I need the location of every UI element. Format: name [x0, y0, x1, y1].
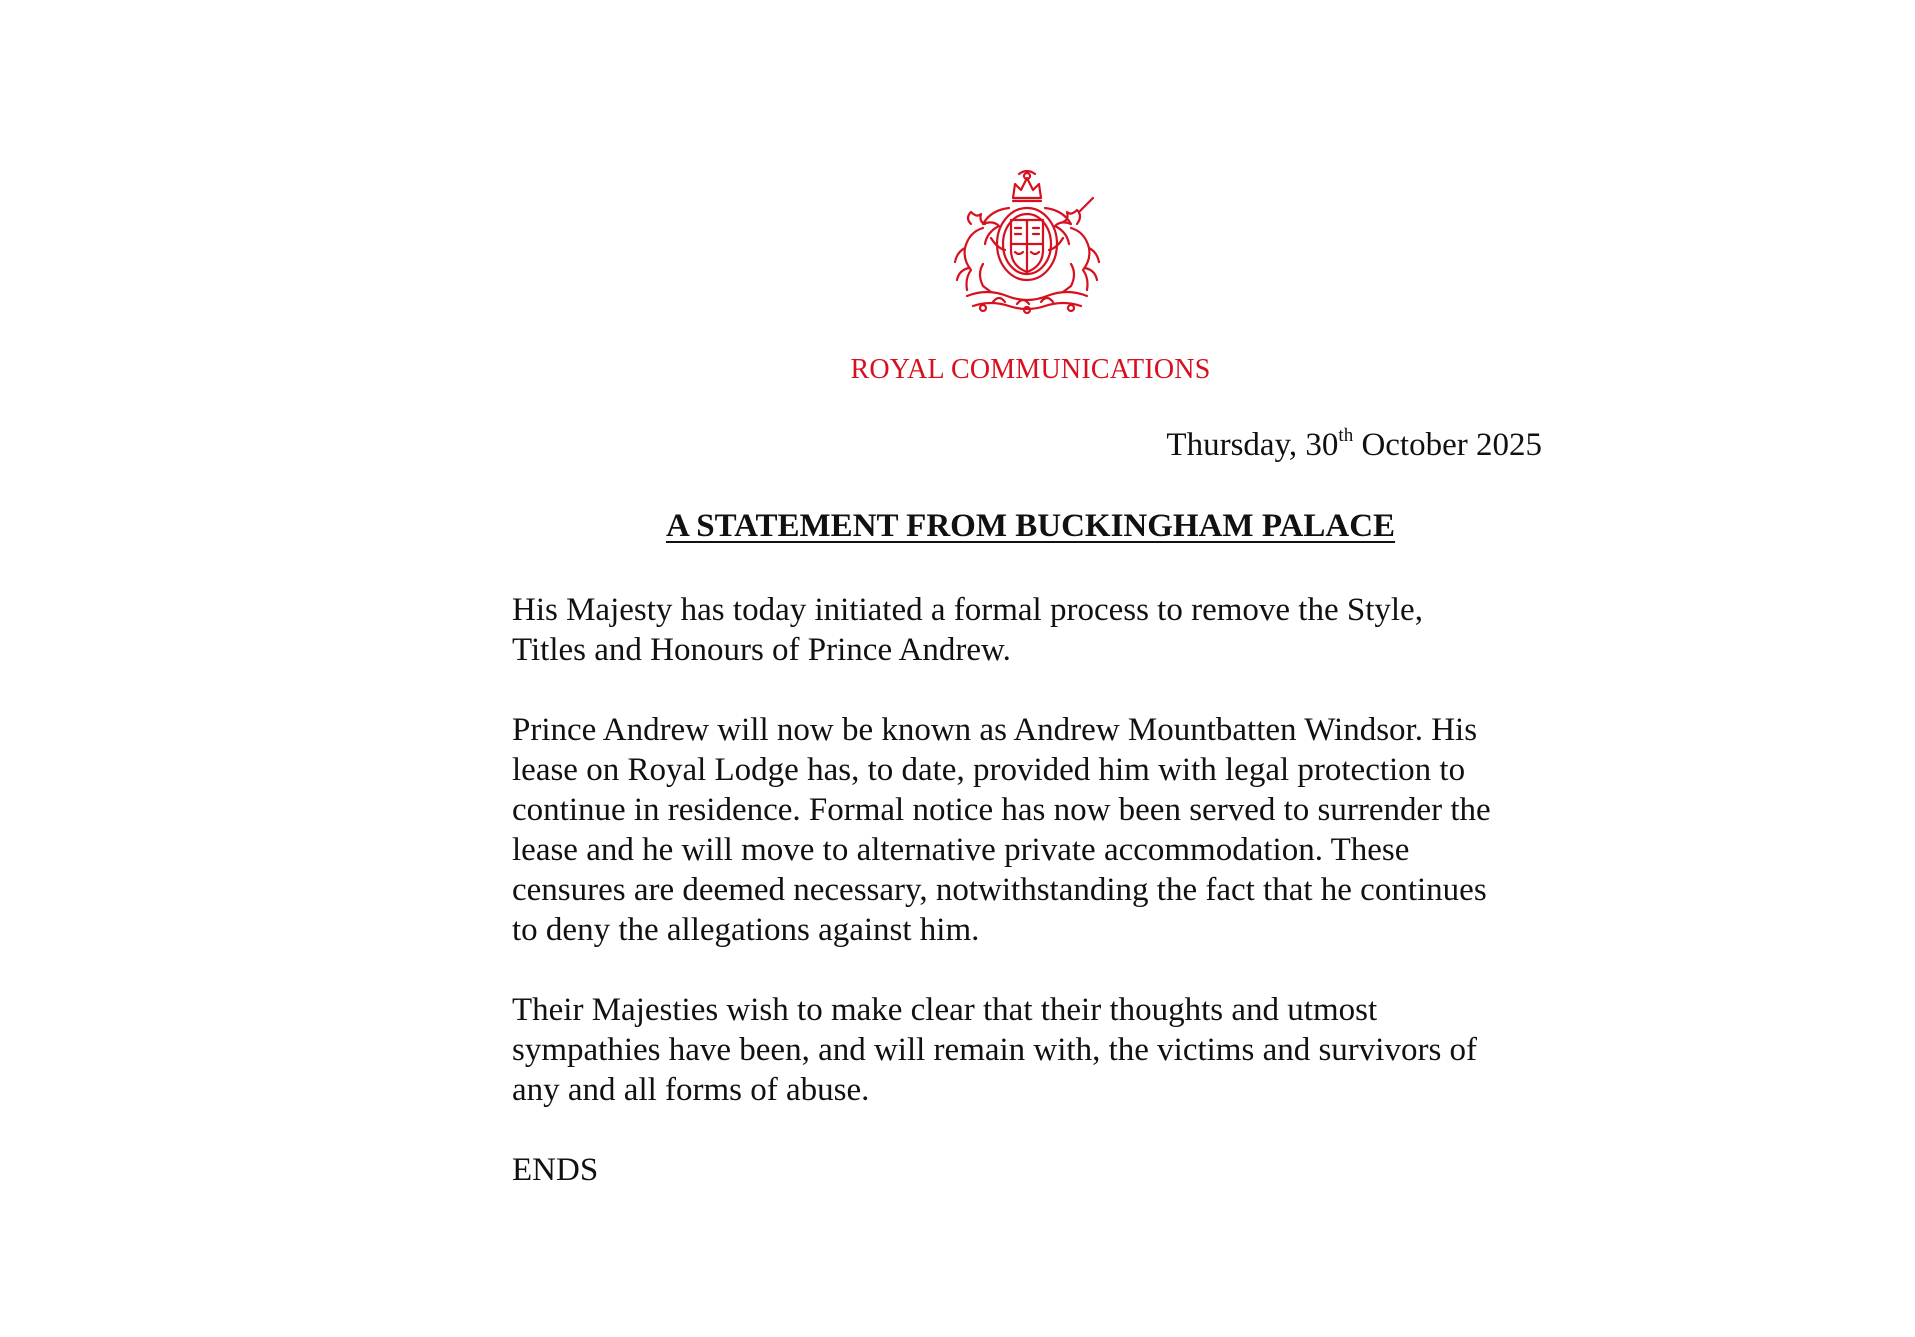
organisation-name: ROYAL COMMUNICATIONS	[850, 354, 1211, 385]
date-month-year: October 2025	[1353, 427, 1542, 463]
paragraph-3: Their Majesties wish to make clear that their thoughts and utmost sympathies have been, and will remain with, the victims and survivors of any and all forms of abuse.	[512, 992, 1478, 1108]
date-ordinal-suffix: th	[1338, 424, 1354, 446]
paragraph-1: His Majesty has today initiated a formal process to remove the Style, Titles and Honours of Prince Andrew.	[512, 592, 1423, 668]
statement-body	[512, 590, 1552, 1230]
royal-coat-of-arms-icon	[943, 168, 1111, 318]
statement-headline: A STATEMENT FROM BUCKINGHAM PALACE	[665, 508, 1396, 544]
closing-ends: ENDS	[512, 1152, 599, 1188]
paragraph-2: Prince Andrew will now be known as Andrew Mountbatten Windsor. His lease on Royal Lodge has, to date, provided him with legal protection to continue in residence. Formal notice has now been served to surrender the lease and he will move to alternative private accommodation. These censures are deemed necessary, notwithstanding the fact that he continues to deny the allegations against him.	[512, 712, 1491, 948]
statement-date	[1166, 424, 1542, 464]
date-weekday-day: Thursday, 30	[1166, 427, 1339, 463]
